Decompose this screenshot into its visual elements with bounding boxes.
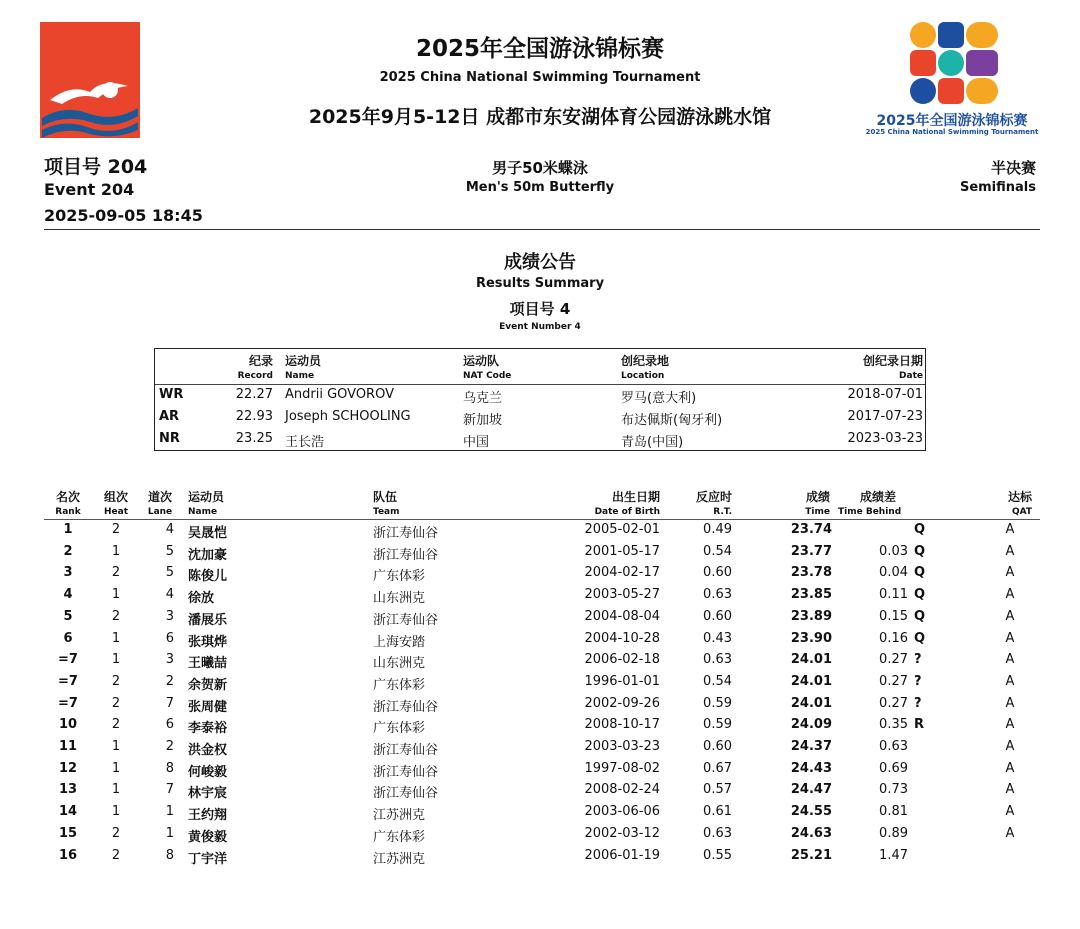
table-row [0, 782, 1080, 803]
team-header-cn: 队伍 [373, 490, 398, 504]
heat-cell: 1 [111, 543, 121, 559]
athlete-name: 吴晟恺 [188, 526, 228, 541]
heat-cell: 2 [111, 847, 121, 863]
qualification-mark: ? [914, 652, 922, 668]
result-time: 24.09 [790, 717, 832, 733]
phase-en: Semifinals [959, 180, 1036, 195]
athlete-name: 王约翔 [188, 808, 228, 824]
dob-cell: 2003-05-27 [584, 587, 660, 603]
event-number-en: Event 204 [44, 180, 135, 199]
rank-cell: 11 [58, 739, 78, 754]
reaction-time: 0.57 [703, 782, 732, 798]
time-behind: 0.04 [879, 565, 908, 581]
location-header-cn: 创纪录地 [621, 354, 670, 368]
dob-cell: 2004-02-17 [584, 565, 660, 581]
team-cell: 浙江寿仙谷 [373, 612, 439, 628]
lane-cell: 3 [165, 608, 174, 624]
lane-cell: 5 [165, 543, 174, 559]
dob-cell: 2003-03-23 [584, 739, 660, 754]
time-behind: 0.15 [879, 608, 908, 624]
athlete-name: 徐放 [188, 591, 215, 607]
result-time: 23.90 [790, 630, 832, 646]
logo-caption-en: 2025 China National Swimming Tournament [865, 128, 1039, 136]
qat-cell: A [1005, 587, 1015, 603]
rank-cell: 16 [58, 847, 78, 863]
team-header-en: Team [373, 507, 400, 517]
dob-header-en: Date of Birth [594, 507, 660, 517]
result-time: 24.47 [790, 782, 832, 798]
table-row [0, 565, 1080, 586]
rank-cell: =7 [58, 673, 78, 689]
qualification-mark: R [914, 717, 925, 733]
rank-cell: 14 [58, 804, 78, 820]
record-time: 22.93 [235, 409, 273, 424]
lane-cell: 2 [165, 673, 174, 689]
record-holder: Joseph SCHOOLING [285, 409, 411, 424]
rank-cell: 10 [58, 717, 78, 733]
team-cell: 浙江寿仙谷 [373, 699, 439, 715]
name-col-header-cn: 运动员 [188, 490, 225, 504]
date-venue: 2025年9月5-12日 成都市东安湖体育公园游泳跳水馆 [308, 106, 772, 128]
athlete-name: 李泰裕 [188, 721, 228, 737]
dob-cell: 2006-02-18 [584, 652, 660, 668]
athlete-name: 王曦喆 [188, 656, 228, 672]
qat-cell: A [1005, 652, 1015, 668]
qat-cell: A [1005, 695, 1015, 711]
reaction-time: 0.61 [703, 804, 732, 820]
time-behind: 0.03 [879, 543, 908, 559]
table-row [0, 739, 1080, 760]
reaction-time: 0.49 [703, 522, 732, 537]
qat-cell: A [1005, 782, 1015, 798]
heat-cell: 1 [111, 760, 121, 776]
time-behind: 0.16 [879, 630, 908, 646]
time-behind: 0.89 [879, 825, 908, 841]
time-behind: 0.27 [879, 652, 908, 668]
dob-cell: 2004-10-28 [584, 630, 660, 646]
reaction-time: 0.60 [703, 608, 732, 624]
result-time: 23.85 [790, 587, 832, 603]
result-time: 24.55 [790, 804, 832, 820]
lane-cell: 2 [165, 739, 174, 754]
heat-cell: 2 [111, 565, 121, 581]
lane-cell: 6 [165, 717, 174, 733]
athlete-name: 黄俊毅 [188, 829, 228, 845]
team-cell: 江苏洲克 [373, 808, 426, 824]
reaction-time: 0.54 [703, 673, 732, 689]
lane-header-en: Lane [147, 507, 173, 517]
athlete-name: 林宇宸 [188, 786, 228, 802]
lane-cell: 7 [165, 695, 174, 711]
lane-cell: 5 [165, 565, 174, 581]
team-cell: 江苏洲克 [373, 851, 426, 867]
athlete-name: 丁宇洋 [188, 851, 228, 867]
result-time: 23.74 [790, 522, 832, 537]
result-time: 24.43 [790, 760, 832, 776]
athlete-name: 洪金权 [188, 743, 228, 758]
name-header-en: Name [285, 371, 315, 381]
dob-cell: 2005-02-01 [584, 522, 660, 537]
tournament-title-en: 2025 China National Swimming Tournament [379, 70, 701, 85]
reaction-time: 0.59 [703, 695, 732, 711]
heat-cell: 2 [111, 825, 121, 841]
result-time: 24.01 [790, 673, 832, 689]
qat-cell: A [1005, 522, 1015, 537]
table-row [0, 848, 1080, 869]
record-date: 2018-07-01 [847, 387, 923, 402]
record-row [155, 431, 925, 452]
lane-cell: 4 [165, 522, 174, 537]
qat-cell: A [1005, 543, 1015, 559]
heat-cell: 1 [111, 804, 121, 820]
heat-header-cn: 组次 [103, 490, 128, 504]
dob-cell: 2001-05-17 [584, 543, 660, 559]
event-name-en: Men's 50m Butterfly [465, 180, 615, 195]
record-type: NR [159, 431, 180, 446]
qualification-mark: Q [914, 630, 926, 646]
reaction-time: 0.60 [703, 565, 732, 581]
table-row [0, 609, 1080, 630]
reaction-time: 0.63 [703, 825, 732, 841]
table-row [0, 522, 1080, 543]
qat-header-en: QAT [1011, 507, 1032, 517]
rank-header-en: Rank [55, 507, 81, 517]
record-date: 2017-07-23 [847, 409, 923, 424]
qualification-mark: Q [914, 543, 926, 559]
table-row [0, 674, 1080, 695]
record-nat: 中国 [463, 435, 490, 450]
dob-cell: 1997-08-02 [584, 760, 660, 776]
qat-cell: A [1005, 760, 1015, 776]
name-header-cn: 运动员 [285, 354, 322, 368]
dob-cell: 2008-02-24 [584, 782, 660, 798]
table-row [0, 696, 1080, 717]
qualification-mark: Q [914, 608, 926, 624]
behind-header-cn: 成绩差 [860, 490, 897, 504]
team-cell: 浙江寿仙谷 [373, 786, 439, 802]
rank-cell: 13 [58, 782, 78, 798]
qualification-mark: Q [914, 587, 926, 603]
rt-header-cn: 反应时 [695, 490, 732, 504]
time-header-cn: 成绩 [805, 490, 830, 504]
qat-cell: A [1005, 565, 1015, 581]
record-location: 布达佩斯(匈牙利) [621, 413, 723, 428]
dob-cell: 2004-08-04 [584, 608, 660, 624]
heat-cell: 2 [111, 717, 121, 733]
table-row [0, 717, 1080, 738]
event-number-cn: 项目号 204 [44, 156, 148, 178]
qat-cell: A [1005, 608, 1015, 624]
athlete-name: 何峻毅 [188, 764, 228, 780]
heat-cell: 1 [111, 652, 121, 668]
rank-cell: 5 [63, 608, 73, 624]
result-time: 23.89 [790, 608, 832, 624]
reaction-time: 0.55 [703, 847, 732, 863]
time-behind: 0.69 [879, 760, 908, 776]
rank-cell: 1 [63, 522, 73, 537]
team-cell: 广东体彩 [373, 721, 426, 737]
result-time: 23.78 [790, 565, 832, 581]
date-header-en: Date [899, 371, 923, 381]
team-cell: 浙江寿仙谷 [373, 547, 439, 563]
record-header-en: Record [237, 371, 273, 381]
team-cell: 浙江寿仙谷 [373, 743, 439, 758]
record-table [154, 348, 926, 451]
result-time: 24.01 [790, 695, 832, 711]
team-cell: 广东体彩 [373, 677, 426, 693]
team-cell: 广东体彩 [373, 829, 426, 845]
athlete-name: 潘展乐 [188, 612, 228, 628]
time-behind: 0.73 [879, 782, 908, 798]
time-behind: 0.35 [879, 717, 908, 733]
record-date: 2023-03-23 [847, 431, 923, 446]
qat-cell: A [1005, 673, 1015, 689]
time-behind: 0.11 [879, 587, 908, 603]
heat-cell: 2 [111, 608, 121, 624]
heat-cell: 1 [111, 739, 121, 754]
date-header-cn: 创纪录日期 [862, 354, 923, 368]
rank-cell: 15 [58, 825, 78, 841]
rank-header-cn: 名次 [55, 490, 80, 504]
lane-cell: 1 [165, 825, 174, 841]
record-header-divider [155, 384, 925, 385]
athlete-name: 陈俊儿 [188, 569, 228, 585]
qat-cell: A [1005, 804, 1015, 820]
record-location: 罗马(意大利) [621, 391, 697, 406]
dob-cell: 1996-01-01 [584, 673, 660, 689]
qualification-mark: Q [914, 522, 926, 537]
nat-header-cn: 运动队 [463, 354, 500, 368]
athlete-name: 张周健 [188, 699, 228, 715]
table-row [0, 826, 1080, 847]
nat-header-en: NAT Code [463, 371, 512, 381]
athlete-name: 余贺新 [188, 677, 228, 693]
lane-cell: 8 [165, 760, 174, 776]
dob-cell: 2006-01-19 [584, 847, 660, 863]
rt-header-en: R.T. [713, 507, 732, 517]
reaction-time: 0.63 [703, 652, 732, 668]
summary-title-cn: 成绩公告 [504, 252, 576, 273]
team-cell: 浙江寿仙谷 [373, 764, 439, 780]
header-divider [44, 229, 1040, 230]
table-row [0, 652, 1080, 673]
team-cell: 浙江寿仙谷 [373, 526, 439, 541]
rank-cell: 3 [63, 565, 73, 581]
reaction-time: 0.43 [703, 630, 732, 646]
time-behind: 0.27 [879, 695, 908, 711]
lane-header-cn: 道次 [147, 490, 172, 504]
lane-cell: 3 [165, 652, 174, 668]
qualification-mark: Q [914, 565, 926, 581]
lane-cell: 8 [165, 847, 174, 863]
heat-cell: 1 [111, 630, 121, 646]
heat-cell: 2 [111, 695, 121, 711]
reaction-time: 0.67 [703, 760, 732, 776]
behind-header-en: Time Behind [838, 507, 902, 517]
result-time: 23.77 [790, 543, 832, 559]
record-row [155, 409, 925, 430]
record-time: 23.25 [235, 431, 273, 446]
rank-cell: =7 [58, 652, 78, 668]
time-behind: 0.63 [879, 739, 908, 754]
record-nat: 乌克兰 [463, 391, 503, 406]
event-number-heading-en: Event Number 4 [499, 322, 581, 332]
logo-caption-cn: 2025年全国游泳锦标赛 [876, 113, 1028, 129]
table-row [0, 587, 1080, 608]
rank-cell: 4 [63, 587, 73, 603]
record-time: 22.27 [235, 387, 273, 402]
event-datetime: 2025-09-05 18:45 [44, 206, 203, 225]
lane-cell: 7 [165, 782, 174, 798]
result-time: 25.21 [790, 847, 832, 863]
dob-cell: 2008-10-17 [584, 717, 660, 733]
reaction-time: 0.63 [703, 587, 732, 603]
record-type: WR [159, 387, 184, 402]
record-row [155, 387, 925, 408]
result-time: 24.01 [790, 652, 832, 668]
dob-header-cn: 出生日期 [611, 490, 660, 504]
result-time: 24.63 [790, 825, 832, 841]
rank-cell: 6 [63, 630, 73, 646]
location-header-en: Location [621, 371, 665, 381]
rank-cell: =7 [58, 695, 78, 711]
qat-header-cn: 达标 [1007, 490, 1032, 504]
lane-cell: 1 [165, 804, 174, 820]
time-behind: 0.81 [879, 804, 908, 820]
dob-cell: 2002-03-12 [584, 825, 660, 841]
record-holder: 王长浩 [285, 435, 325, 450]
athlete-name: 张琪烨 [188, 634, 228, 650]
time-header-en: Time [805, 507, 830, 517]
tournament-logo [908, 20, 1002, 110]
qualification-mark: ? [914, 695, 922, 711]
heat-cell: 2 [111, 673, 121, 689]
table-row [0, 631, 1080, 652]
reaction-time: 0.54 [703, 543, 732, 559]
record-header-cn: 纪录 [248, 354, 273, 368]
record-holder: Andrii GOVOROV [285, 387, 394, 402]
team-cell: 山东洲克 [373, 591, 426, 607]
dob-cell: 2003-06-06 [584, 804, 660, 820]
team-cell: 上海安踏 [373, 634, 426, 650]
heat-cell: 1 [111, 782, 121, 798]
phase-cn: 半决赛 [990, 159, 1036, 177]
tournament-title-cn: 2025年全国游泳锦标赛 [415, 36, 664, 62]
qat-cell: A [1005, 739, 1015, 754]
record-nat: 新加坡 [463, 413, 503, 428]
team-cell: 广东体彩 [373, 569, 426, 585]
rank-cell: 12 [58, 760, 78, 776]
reaction-time: 0.60 [703, 739, 732, 754]
lane-cell: 6 [165, 630, 174, 646]
summary-title-en: Results Summary [475, 276, 605, 291]
table-row [0, 761, 1080, 782]
name-col-header-en: Name [188, 507, 218, 517]
lane-cell: 4 [165, 587, 174, 603]
heat-cell: 1 [111, 587, 121, 603]
table-row [0, 804, 1080, 825]
dob-cell: 2002-09-26 [584, 695, 660, 711]
reaction-time: 0.59 [703, 717, 732, 733]
result-time: 24.37 [790, 739, 832, 754]
rank-cell: 2 [63, 543, 73, 559]
qat-cell: A [1005, 825, 1015, 841]
results-header-divider [44, 519, 1040, 520]
event-number-heading-cn: 项目号 4 [509, 300, 571, 318]
record-type: AR [159, 409, 180, 424]
table-row [0, 544, 1080, 565]
time-behind: 0.27 [879, 673, 908, 689]
heat-header-en: Heat [103, 507, 128, 517]
qat-cell: A [1005, 717, 1015, 733]
team-cell: 山东洲克 [373, 656, 426, 672]
event-name-cn: 男子50米蝶泳 [492, 159, 588, 177]
time-behind: 1.47 [879, 847, 908, 863]
record-location: 青岛(中国) [621, 435, 684, 450]
athlete-name: 沈加豪 [188, 547, 228, 563]
heat-cell: 2 [111, 522, 121, 537]
qat-cell: A [1005, 630, 1015, 646]
qualification-mark: ? [914, 673, 922, 689]
